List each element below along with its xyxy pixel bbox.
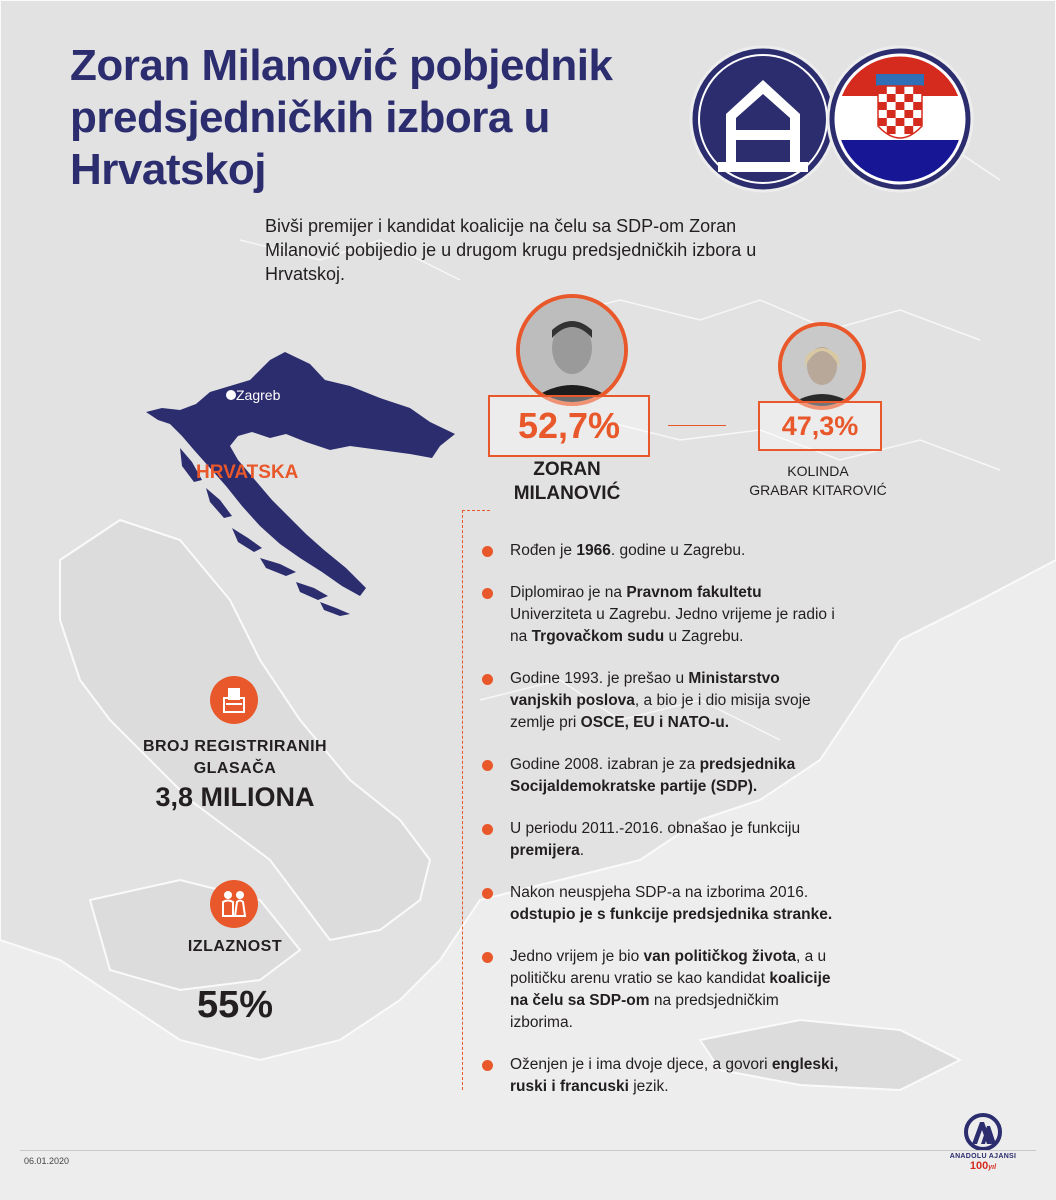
bullet-text: U periodu 2011.-2016. obnašao je funkciju [510,820,801,837]
winner-photo [516,294,628,406]
bullet-dot-icon [482,760,493,771]
bullet-text: Diplomirao je na [510,584,627,601]
bullet-text: Oženjen je i ima dvoje djece, a govori [510,1056,772,1073]
election-emblem [688,44,978,194]
bullet-dot-icon [482,824,493,835]
connector-line [668,425,726,426]
bullet-text: jezik. [628,1078,669,1095]
publish-date: 06.01.2020 [24,1156,70,1166]
biography-list [480,540,840,1118]
bio-bullet-5 [480,818,840,862]
bullet-dot-icon [482,588,493,599]
aa-agency-text: ANADOLU AJANSI [949,1153,1017,1160]
bullet-text: engleski, ruski i francuski [510,1056,839,1095]
bullet-text: Trgovačkom sudu [531,628,665,645]
runner-up-name-line1: KOLINDA [787,463,849,479]
bio-bullet-3 [480,668,840,734]
portrait-icon [782,326,862,406]
bullets-connector [462,510,463,1090]
croatia-flag-emblem [828,44,978,194]
bullet-text: 1966 [576,542,611,559]
bullet-text: na predsjedničkim izborima. [510,992,779,1031]
voters-label [120,736,350,780]
bullet-text: , a u političku arenu vratio se kao kandidat [510,948,827,987]
portrait-icon [520,298,624,402]
bullet-text: u Zagrebu. [664,628,744,645]
zagreb-marker [226,390,236,400]
voters-value: 3,8 MILIONA [155,782,315,812]
people-icon [210,880,258,928]
ballot-box-emblem [691,47,835,191]
bullet-dot-icon [482,952,493,963]
bullet-text: koalicije na čelu sa SDP-om [510,970,831,1009]
runner-up-name-line2: GRABAR KITAROVIĆ [749,482,887,498]
voters-label-line1: BROJ REGISTRIRANIH [142,738,328,755]
aa-anniversary-suffix: yıl [988,1164,997,1171]
winner-percent: 52,7% [517,405,621,446]
bio-bullet-8 [480,1054,840,1098]
runner-up-percent: 47,3% [781,411,859,441]
aa-logo [948,1110,1018,1180]
winner-name-line1: ZORAN [533,459,601,480]
aa-anniversary-number: 100 [969,1160,989,1172]
winner-percent-box [488,395,650,457]
turnout-icon-circle [210,880,258,928]
bullet-dot-icon [482,888,493,899]
bullet-text: . godine u Zagrebu. [610,542,746,559]
subtitle: Bivši premijer i kandidat koalicije na čelu sa SDP-om Zoran Milanović pobijedio je u drugom krugu predsjedničkih izbora u Hrvatskoj. [265,216,757,284]
bio-bullet-6 [480,882,840,926]
bullets-connector-top [462,510,490,511]
bio-bullet-1 [480,540,840,562]
bullet-text: Univerziteta u Zagrebu. Jedno vrijeme je radio i na [510,606,835,645]
map-country-label: HRVATSKA [196,462,299,483]
runner-up-name [728,462,908,500]
bullet-text: Ministarstvo vanjskih poslova [510,670,780,709]
bullet-text: van političkog života [643,948,796,965]
bullet-dot-icon [482,1060,493,1071]
ballot-icon [210,676,258,724]
runner-up-photo [778,322,866,410]
aa-logo-icon [948,1110,1018,1150]
voters-label-line2: GLASAČA [193,760,277,777]
bullet-text: . [579,842,585,859]
croatia-map [110,350,470,630]
bio-bullet-4 [480,754,840,798]
aa-anniversary [948,1160,1018,1174]
bullet-text: Godine 1993. je prešao u [510,670,689,687]
bullet-dot-icon [482,674,493,685]
bullet-text: OSCE, EU i NATO-u. [580,714,730,731]
bullet-text: premijera [510,842,580,859]
bullet-text: Jedno vrijem je bio [510,948,644,965]
bullet-dot-icon [482,546,493,557]
bullet-text: Nakon neuspjeha SDP-a na izborima 2016. [510,884,809,901]
bio-bullet-2 [480,582,840,648]
turnout-label: IZLAZNOST [187,938,283,955]
page-title: Zoran Milanović pobjednik predsjedničkih izbora u Hrvatskoj [70,41,613,194]
map-capital-label: Zagreb [236,387,281,403]
bullet-text: Godine 2008. izabran je za [510,756,700,773]
turnout-value: 55% [196,984,274,1026]
winner-name-line2: MILANOVIĆ [513,483,621,504]
bullet-text: odstupio je s funkcije predsjednika stranke. [510,906,833,923]
bullet-text: predsjednika Socijaldemokratske partije (SDP). [510,756,796,795]
bullet-text: , a bio je i dio misija svoje zemlje pri [510,692,811,731]
runner-up-percent-box [758,401,882,451]
voters-icon-circle [210,676,258,724]
bullet-text: Pravnom fakultetu [626,584,762,601]
footer-rule [20,1150,1036,1151]
bullet-text: Rođen je [510,542,577,559]
bio-bullet-7 [480,946,840,1034]
winner-name [488,458,646,506]
